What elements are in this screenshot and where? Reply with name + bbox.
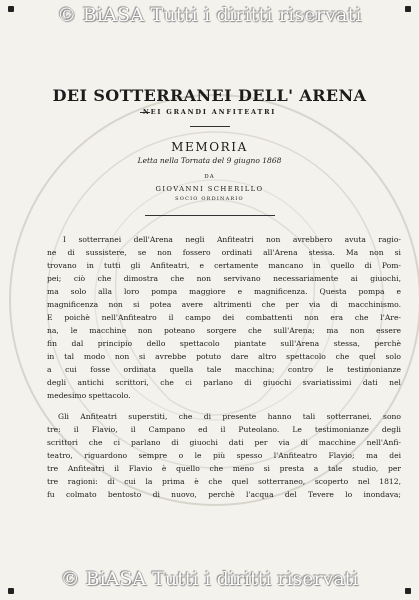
subtitle: NEI GRANDI ANFITEATRI (142, 108, 277, 116)
text-line: na, le macchine non poteano sorgere che sull'Arena; ma non essere (47, 326, 401, 335)
corner-mark (8, 6, 14, 12)
session-note: Letta nella Tornata del 9 giugno 1868 (137, 156, 282, 165)
text-line: trovano in tutti gli Anfiteatri, e certamente mancano in quello di Pom- (47, 261, 401, 270)
text-line: a cui fosse ordinata quella tale macchina; contro le testimonianze (47, 365, 401, 374)
text-line: medesimo spettacolo. (47, 391, 131, 400)
text-line: pei; ciò che dimostra che non servivano necessariamente ai giuochi, (47, 274, 401, 283)
text-line: scrittori che ci parlano di giuochi dati per via di macchine nell'Anfi- (47, 438, 401, 447)
author-role: SOCIO ORDINARIO (175, 196, 244, 202)
text-line: teatro, riguardono sempre o le più spesso l'Anfiteatro Flavio; ma dei (47, 451, 401, 460)
text-line: magnificenza non si potea avere altrimenti che per via di macchinismo. (47, 300, 401, 309)
text-line: I sotterranei dell'Arena negli Anfiteatri non avrebbero avuta ragio- (63, 235, 401, 244)
text-line: tre Anfiteatri il Flavio è quello che meno si presta a tale studio, per (47, 464, 401, 473)
watermark-bottom: © BiASA Tutti i diritti riservati (60, 568, 359, 590)
text-line: fin dal principio dello spettacolo piantate sull'Arena stessa, perchè (47, 339, 401, 348)
corner-mark (405, 6, 411, 12)
text-line: ne di sussistere, se non fossero ordinati all'Arena stessa. Ma non si (47, 248, 401, 257)
text-line: fu colmato bentosto di nuovo, perchè l'acqua del Tevere lo inondava; (47, 490, 401, 499)
text-line: E poichè nell'Anfiteatro il campo dei combattenti non era che l'Are- (47, 313, 401, 322)
text-line: ma solo alla loro pompa maggiore e magnificenza. Questa pompa e (47, 287, 401, 296)
divider (190, 126, 230, 127)
watermark-top: © BiASA Tutti i diritti riservati (57, 4, 362, 26)
text-line: Gli Anfiteatri superstiti, che di presente hanno tali sotterranei, sono (58, 412, 401, 421)
author-name: GIOVANNI SCHERILLO (155, 185, 264, 193)
author-prefix: DA (204, 174, 215, 180)
text-line: tre: il Flavio, il Campano ed il Puteolano. Le testimonianze degli (47, 425, 401, 434)
text-line: tre ragioni: di cui la prima è che quel sotterraneo, scoperto nel 1812, (47, 477, 401, 486)
section-heading: MEMORIA (171, 140, 248, 154)
page-title: DEI SOTTERRANEI DELL' ARENA (52, 86, 367, 105)
divider (145, 215, 275, 216)
text-line: in tal modo non si avrebbe potuto dare altro spettacolo che quel solo (47, 352, 401, 361)
text-line: degli antichi scrittori, che ci parlano di giuochi svariatissimi dati nel (47, 378, 401, 387)
